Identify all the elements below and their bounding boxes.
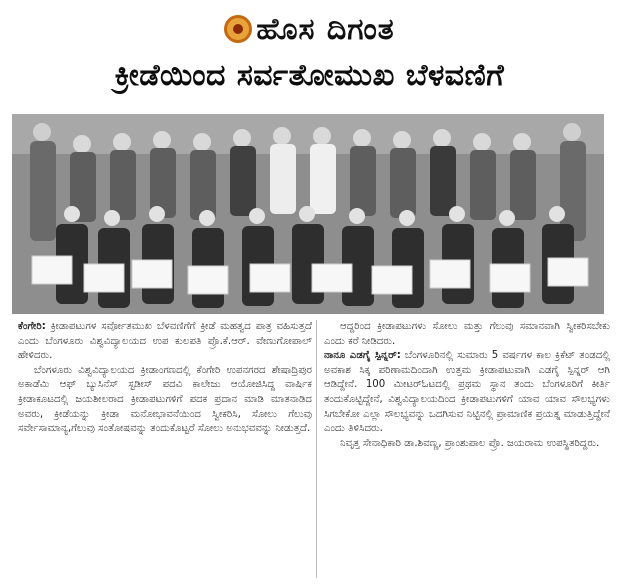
sun-logo-icon <box>224 15 252 43</box>
left-paragraph-1 <box>18 320 312 364</box>
right-paragraph-2-text: ಬೆಂಗಳೂರಿನಲ್ಲಿ ಸುಮಾರು 5 ವರ್ಷಗಳ ಕಾಲ ಕ್ರಿಕೆಟ್ ತಂಡದಲ್ಲಿ ಅವಕಾಶ ಸಿಕ್ಕ ಪರಿಣಾಮದಿಂದಾಗಿ ಉತ್ತಮ ಕ್ರೀಡಾಪಟುವಾಗಿ ಎಡಗೈ ಸ್ಪಿನ್ನರ್ ಆಗಿ ಆಡಿದ್ದೇನೆ. 100 ಮೀಟರ್‌ಓಟದಲ್ಲಿ ಪ್ರಥಮ ಸ್ಥಾನ ತಂದು ಬೆಂಗಳೂರಿಗೆ ಕೀರ್ತಿ ತಂದುಕೊಟ್ಟಿದ್ದೇನೆ, ವಿಶ್ವವಿದ್ಯಾಲಯದಿಂದ ಕ್ರೀಡಾಪಟುಗಳಿಗೆ ಯಾವ ಯಾವ ಸೌಲಭ್ಯಗಳು ಸಿಗಬೇಕೋ ಎಲ್ಲಾ ಸೌಲಭ್ಯವನ್ನು ಒದಗಿಸುವ ನಿಟ್ಟಿನಲ್ಲಿ ಪ್ರಾಮಾಣಿಕ ಪ್ರಯತ್ನ ಮಾಡುತ್ತಿದ್ದೇನೆ ಎಂದು ತಿಳಿಸಿದರು. <box>324 350 610 435</box>
masthead <box>0 4 619 54</box>
right-column <box>324 320 610 451</box>
group-photo <box>12 114 604 314</box>
right-paragraph-3: ನಿವೃತ್ತ ಸೇನಾಧಿಕಾರಿ ಡಾ.ಶಿವಣ್ಣ, ಪ್ರಾಂಶುಪಾಲ ಪ್ರೊ. ಜಯರಾಮ ಉಪಸ್ಥಿತರಿದ್ದರು. <box>340 437 600 449</box>
masthead-logo <box>224 12 394 47</box>
left-column <box>18 320 312 437</box>
article-headline: ಕ್ರೀಡೆಯಿಂದ ಸರ್ವತೋಮುಖ ಬೆಳವಣಿಗೆ <box>114 58 505 93</box>
left-paragraph-2: ಬೆಂಗಳೂರು ವಿಶ್ವವಿದ್ಯಾಲಯದ ಕ್ರೀಡಾಂಗಣದಲ್ಲಿ ಕೆಂಗೇರಿ ಉಪನಗರದ ಶೇಷಾದ್ರಿಪುರ ಅಕಾಡೆಮಿ ಆಫ್ ಬ್ಯುಸಿನೆಸ್ ಸ್ಟಡೀಸ್ ಪದವಿ ಕಾಲೇಜು ಆಯೋಜಿಸಿದ್ದ ವಾರ್ಷಿಕ ಕ್ರೀಡಾಕೂಟದಲ್ಲಿ ಜಯಶೀಲರಾದ ಕ್ರೀಡಾಪಟುಗಳಿಗೆ ಪದಕ ಪ್ರದಾನ ಮಾಡಿ ಮಾತನಾಡಿದ ಅವರು, ಕ್ರೀಡೆಯನ್ನು ಕ್ರೀಡಾ ಮನೋಭಾವನೆಯಿಂದ ಸ್ವೀಕರಿಸಿ, ಸೋಲು ಗೆಲುವು ಸರ್ವೇಸಾಮಾನ್ಯ,ಗೆಲುವು ಸಂತೋಷವನ್ನು ತಂದುಕೊಟ್ಟರೆ ಸೋಲು ಅನುಭವವನ್ನು ನೀಡುತ್ತದೆ. <box>18 364 312 435</box>
right-paragraph-2 <box>324 349 610 437</box>
group-photo-illustration <box>12 114 604 314</box>
left-paragraph-1-text: ಕ್ರೀಡಾಪಟುಗಳ ಸರ್ವೋತಮುಖ ಬೆಳವಣಿಗೆಗೆ ಕ್ರೀಡೆ ಮಹತ್ವದ ಪಾತ್ರ ವಹಿಸುತ್ತದೆ ಎಂದು ಬೆಂಗಳೂರು ವಿಶ್ವವಿದ್ಯಾಲಯದ ಉಪ ಕುಲಪತಿ ಪ್ರೊ.ಕೆ.ಆರ್. ವೇಣುಗೋಪಾಲ್ ಹೇಳಿದರು. <box>18 321 312 362</box>
right-paragraph-1: ಆದ್ದರಿಂದ ಕ್ರೀಡಾಪಟುಗಳು ಸೋಲು ಮತ್ತು ಗೆಲುವು ಸಮಾನವಾಗಿ ಸ್ವೀಕರಿಸಬೇಕು ಎಂದು ಕರೆ ನೀಡಿದರು. <box>324 321 610 347</box>
newspaper-name: ಹೊಸ ದಿಗಂತ <box>256 11 395 47</box>
dateline: ಕೆಂಗೇರಿ: <box>18 321 46 332</box>
subhead: ನಾನೂ ಎಡಗೈ ಸ್ಪಿನ್ನರ್: <box>324 350 401 362</box>
column-divider <box>316 320 317 578</box>
